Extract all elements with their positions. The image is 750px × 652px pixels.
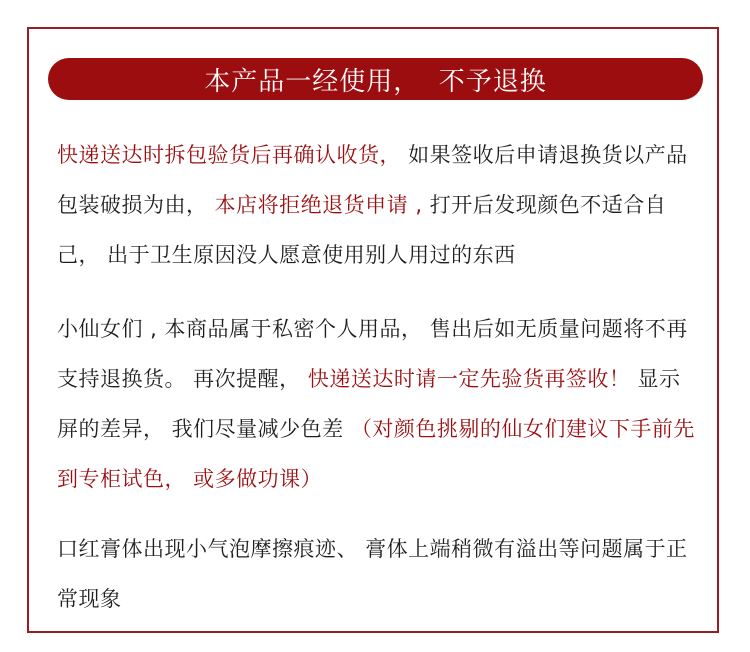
try-at-counter-advice: （对颜色挑剔的仙女们建议下手前先到专柜试色， 或多做功课）	[57, 417, 695, 491]
private-item-text: 小仙女们 , 本商品属于私密个人用品， 售出后如无质量问题将不再支持退换货。 再次提醒，	[57, 317, 688, 391]
paragraph-no-return-policy	[57, 304, 702, 504]
paragraph-normal-phenomena	[57, 524, 702, 624]
refusal-notice: 本店将拒绝退货申请 ,	[207, 193, 423, 217]
notice-banner: 本产品一经使用， 不予退换	[48, 58, 703, 100]
bubble-marks-text: 口红膏体出现小气泡摩擦痕迹、 膏体上端稍微有溢出等问题属于正常现象	[57, 537, 688, 611]
inspect-before-sign-warning: 快递送达时请一定先验货再签收！	[300, 367, 631, 391]
color-difference-text: 显示屏的差异， 我们尽量减少色差	[57, 367, 681, 441]
inspection-warning: 快递送达时拆包验货后再确认收货，	[57, 143, 401, 167]
paragraph-inspection-policy	[57, 130, 702, 280]
hygiene-reason-text: 打开后发现颜色不适合自己， 出于卫生原因没人愿意使用别人用过的东西	[57, 193, 667, 267]
damage-claim-text: 如果签收后申请退换货以产品包装破损为由，	[57, 143, 688, 217]
